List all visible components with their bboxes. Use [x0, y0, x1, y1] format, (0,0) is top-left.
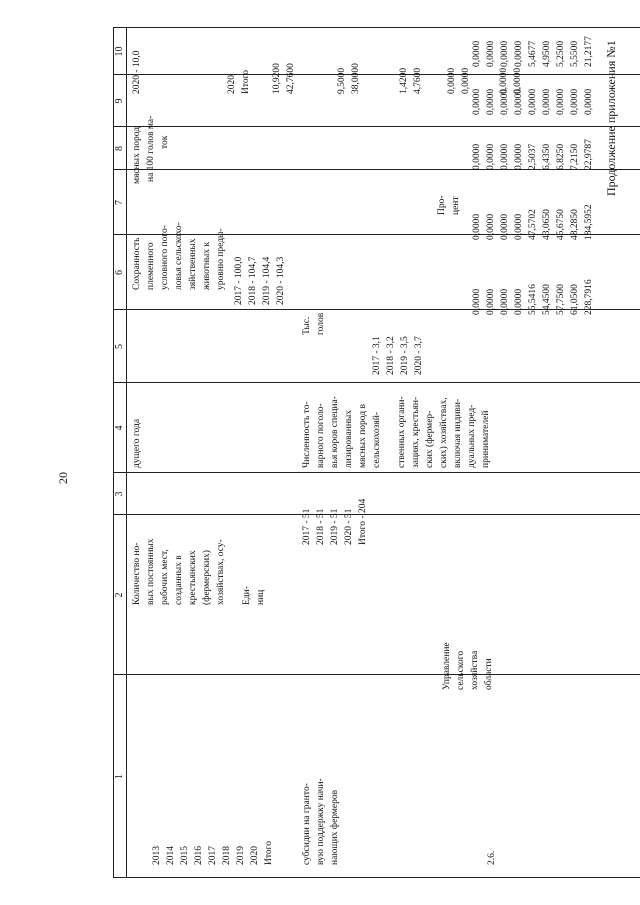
grid-line: [113, 472, 640, 473]
col-header-1: 1: [114, 774, 125, 779]
c8-2-6: 0,0000 0,0000 0,0000 0,0000 2,5037 6,4350 6,8250 7,2150 22,9787: [472, 139, 594, 170]
c8-cell-top: 1,4200 4,7600: [399, 67, 423, 94]
col-header-10: 10: [114, 46, 125, 57]
indicator-cell-herd-cont: ственных органи- зациях, крестьян- ских (фермер- ских) хозяйствах, включая индиви- дуальных пред- принимателей: [397, 396, 491, 468]
indicator-2-6: Количество но- вых постоянных рабочих мест, созданных в крестьянских (фермерских) хозяйствах, осу-: [132, 538, 226, 605]
targets-2-6: 2017 - 51 2018 - 51 2019 - 51 2020 - 51 Итого - 204: [302, 498, 368, 545]
target-cell-preservation: 2017 - 100,0 2018 - 104,7 2019 - 104,4 2020 - 104,3: [234, 256, 286, 305]
rotated-table: [0, 5, 640, 905]
table-header-rule: [126, 28, 127, 878]
activity-name-2-6: субсидии на грантo- вую поддержку начи- нающих фермеров: [302, 778, 340, 865]
c10-cell-top: 0,0000 0,0000: [499, 67, 523, 94]
row-number-2-6: 2.6.: [487, 850, 497, 865]
c10-2-6: 0,0000 0,0000 0,0000 0,0000 5,4677 4,9500 5,2500 5,5500 21,2177: [472, 36, 594, 67]
grid-line: [113, 674, 640, 675]
target-cell-top: 2020 - 10,0: [132, 50, 142, 94]
indicator-cell-preservation-tail: дущего года: [132, 418, 142, 468]
annex-title: Продолжение приложения №1: [604, 40, 618, 196]
executor-2-6: Управление сельского хозяйства области: [442, 642, 494, 690]
c6-2-6: 0,0000 0,0000 0,0000 0,0000 55,5416 54,4500 57,7500 61,0500 228,7916: [472, 279, 594, 315]
grid-line: [113, 74, 640, 75]
grid-line: [113, 382, 640, 383]
c7-cell-top: 9,5000 38,0000: [337, 63, 361, 94]
col-header-5: 5: [114, 344, 125, 349]
col-header-7: 7: [114, 200, 125, 205]
col-header-4: 4: [114, 425, 125, 431]
indicator-cell-herd: Численность то- варного поголо- вья коров специа- лизированных мясных пород в сельскохозяй-: [302, 396, 382, 468]
years-2-6: 2013 2014 2015 2016 2017 2018 2019 2020 Итого: [152, 840, 274, 865]
col-header-8: 8: [114, 146, 125, 151]
page-number: 20: [56, 472, 70, 484]
grid-line: [113, 27, 640, 28]
grid-line: [113, 877, 640, 878]
c7-2-6: 0,0000 0,0000 0,0000 0,0000 47,5702 43,0650 45,6750 48,2850 184,5952: [472, 204, 594, 240]
c9-cell-top: 0,0000 0,0000: [447, 67, 471, 94]
unit-cell-preservation: Про- цент: [437, 195, 461, 215]
target-cell-herd: 2017 - 3,1 2018 - 3,2 2019 - 3,5 2020 - 3,7: [372, 336, 424, 375]
indicator-cell-preservation: Сохранность племенного условного пого- ловья сельскохо- зяйственных животных к уровню преды-: [132, 222, 226, 290]
grid-line: [113, 514, 640, 515]
indicator-cell-top: мясных пород на 100 голов ма- ток: [132, 115, 170, 184]
grid-line: [113, 126, 640, 127]
c6-cell-top: 10,9200 42,7600: [272, 63, 296, 94]
col-header-6: 6: [114, 270, 125, 275]
years-cell-top: 2020 Итого: [227, 69, 251, 94]
col-header-2: 2: [114, 592, 125, 598]
unit-cell-herd: Тыс. голов: [302, 312, 326, 335]
unit-2-6: Еди- ниц: [242, 586, 266, 605]
col-header-3: 3: [114, 491, 125, 497]
col-header-9: 9: [114, 98, 125, 104]
c9-2-6: 0,0000 0,0000 0,0000 0,0000 0,0000 0,0000 0,0000 0,0000 0,0000: [472, 88, 594, 115]
